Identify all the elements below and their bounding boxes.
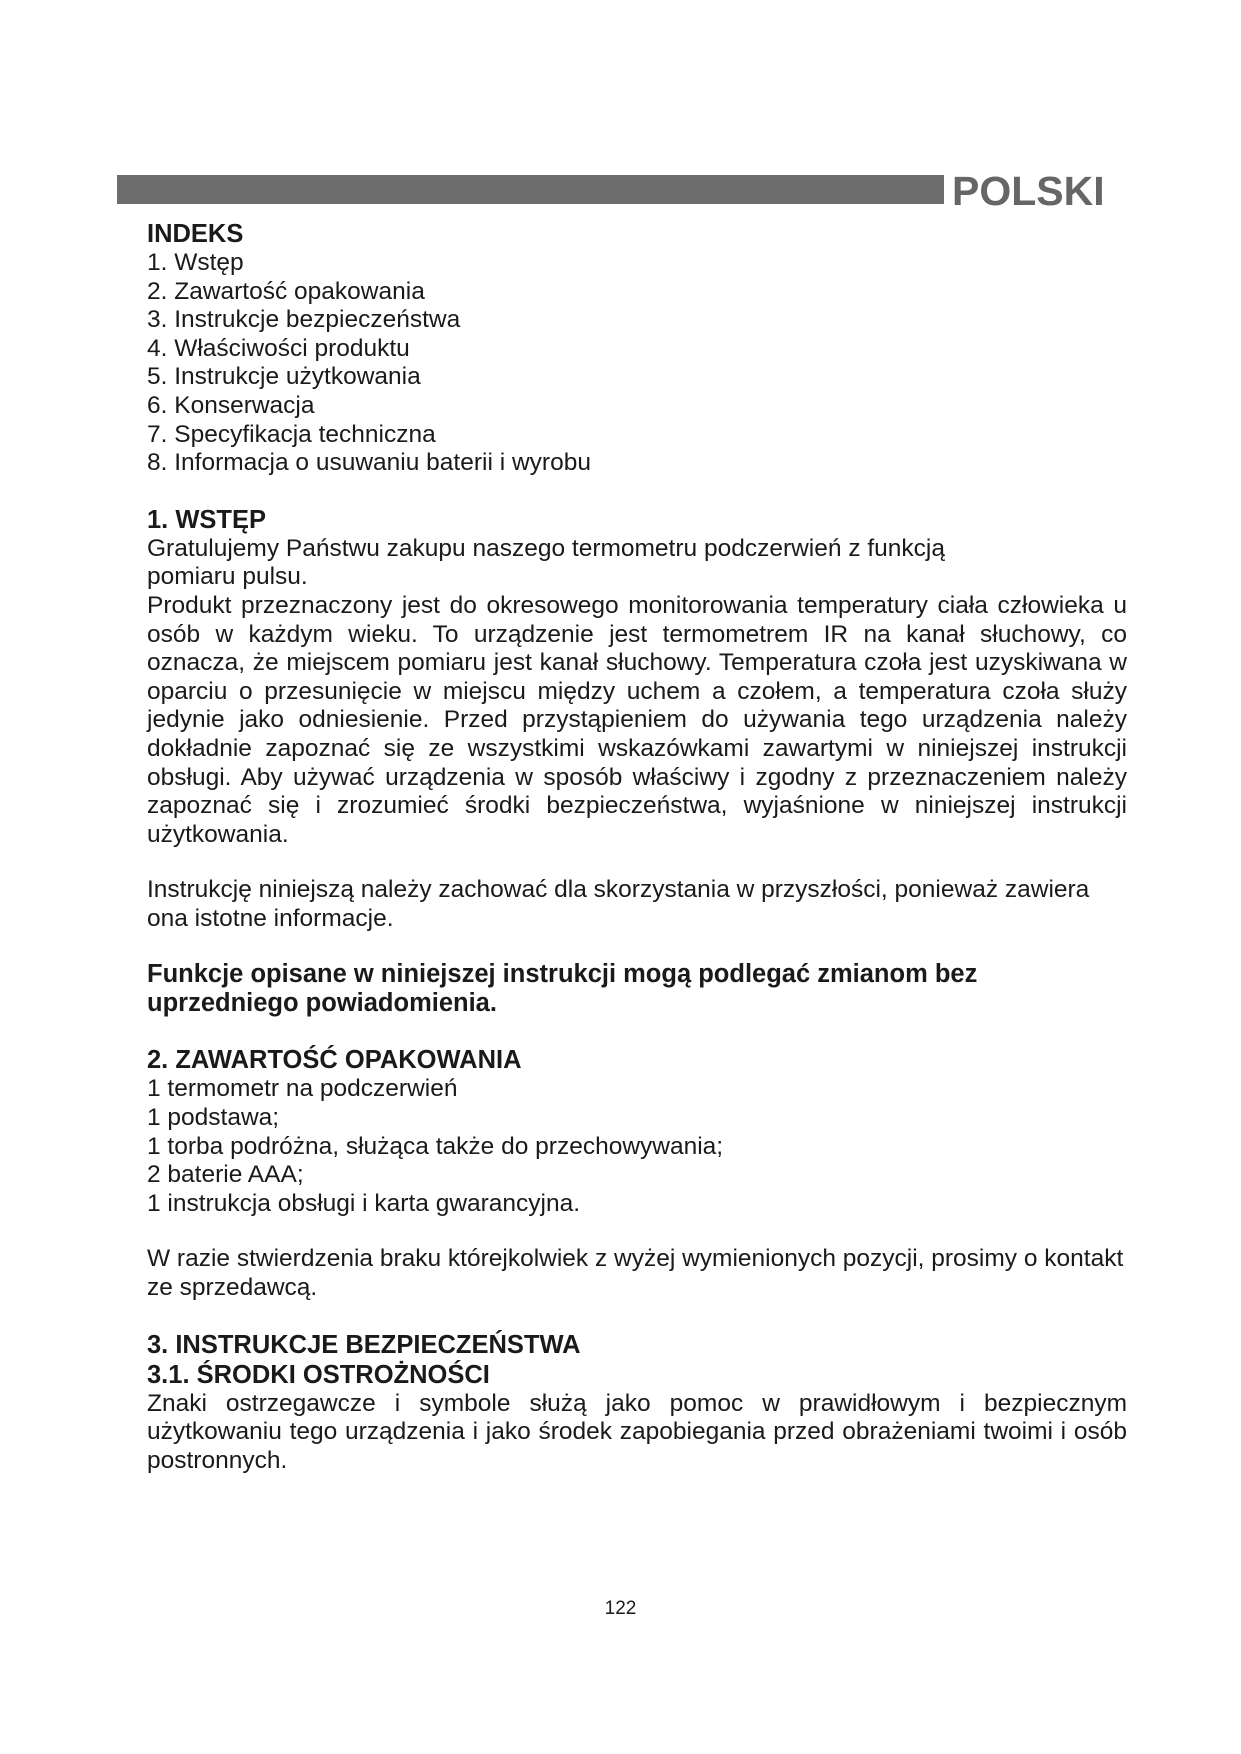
header-bar	[117, 175, 944, 204]
page-number: 122	[604, 1598, 637, 1619]
intro-section	[147, 505, 1127, 1019]
safety-subtitle: 3.1. ŚRODKI OSTROŻNOŚCI	[147, 1360, 490, 1389]
safety-title: 3. INSTRUKCJE BEZPIECZEŃSTWA	[147, 1330, 581, 1359]
index-item: 1. Wstęp	[147, 249, 244, 276]
language-label: POLSKI	[952, 168, 1105, 214]
contents-item: 1 torba podróżna, służąca także do przechowywania;	[147, 1132, 724, 1160]
index-title: INDEKS	[147, 220, 244, 248]
contents-title: 2. ZAWARTOŚĆ OPAKOWANIA	[147, 1046, 522, 1075]
page-content	[147, 219, 1127, 1475]
intro-title: 1. WSTĘP	[147, 505, 267, 534]
index-item: 8. Informacja o usuwaniu baterii i wyrobu	[147, 449, 591, 477]
safety-section	[147, 1330, 1127, 1476]
contents-item: 1 instrukcja obsługi i karta gwarancyjna.	[147, 1189, 581, 1217]
index-item: 2. Zawartość opakowania	[147, 277, 425, 305]
index-section	[147, 219, 1127, 478]
index-item: 6. Konserwacja	[147, 391, 315, 419]
intro-paragraph-3: Instrukcję niniejszą należy zachować dla skorzystania w przyszłości, ponieważ zawiera ona istotne informacje.	[147, 876, 1090, 932]
contents-section	[147, 1045, 1127, 1302]
intro-note: Funkcje opisane w niniejszej instrukcji mogą podlegać zmianom bez uprzedniego powiadomienia.	[147, 960, 978, 1018]
contents-paragraph: W razie stwierdzenia braku którejkolwiek z wyżej wymienionych pozycji, prosimy o kontakt ze sprzedawcą.	[147, 1245, 1124, 1302]
intro-paragraph-2: Produkt przeznaczony jest do okresowego monitorowania temperatury ciała człowieka u osób w każdym wieku. To urządzenie jest termometrem IR na kanał słuchowy, co oznacza, że miejscem pomiaru jest kanał słuchowy. Temperatura czoła jest uzyskiwana w oparciu o przesunięcie w miejscu między uchem a czołem, a temperatura czoła służy jedynie jako odniesienie. Przed przystąpieniem do używania tego urządzenia należy dokładnie zapoznać się ze wszystkimi wskazówkami zawartymi w niniejszej instrukcji obsługi. Aby używać urządzenia w sposób właściwy i zgodny z przeznaczeniem należy zapoznać się i zrozumieć środki bezpieczeństwa, wyjaśnione w niniejszej instrukcji użytkowania.	[147, 591, 1127, 848]
contents-item: 1 termometr na podczerwień	[147, 1075, 458, 1103]
contents-item: 2 baterie AAA;	[147, 1161, 304, 1189]
index-item: 4. Właściwości produktu	[147, 334, 410, 362]
safety-paragraph: Znaki ostrzegawcze i symbole służą jako pomoc w prawidłowym i bezpiecznym użytkowaniu tego urządzenia i jako środek zapobiegania przed obrażeniami twoimi i osób postronnych.	[147, 1389, 1127, 1474]
index-item: 3. Instrukcje bezpieczeństwa	[147, 306, 461, 334]
intro-paragraph-1: Gratulujemy Państwu zakupu naszego termometru podczerwień z funkcją pomiaru pulsu.	[147, 534, 945, 591]
index-item: 5. Instrukcje użytkowania	[147, 363, 421, 391]
index-item: 7. Specyfikacja techniczna	[147, 420, 436, 448]
contents-item: 1 podstawa;	[147, 1104, 280, 1132]
